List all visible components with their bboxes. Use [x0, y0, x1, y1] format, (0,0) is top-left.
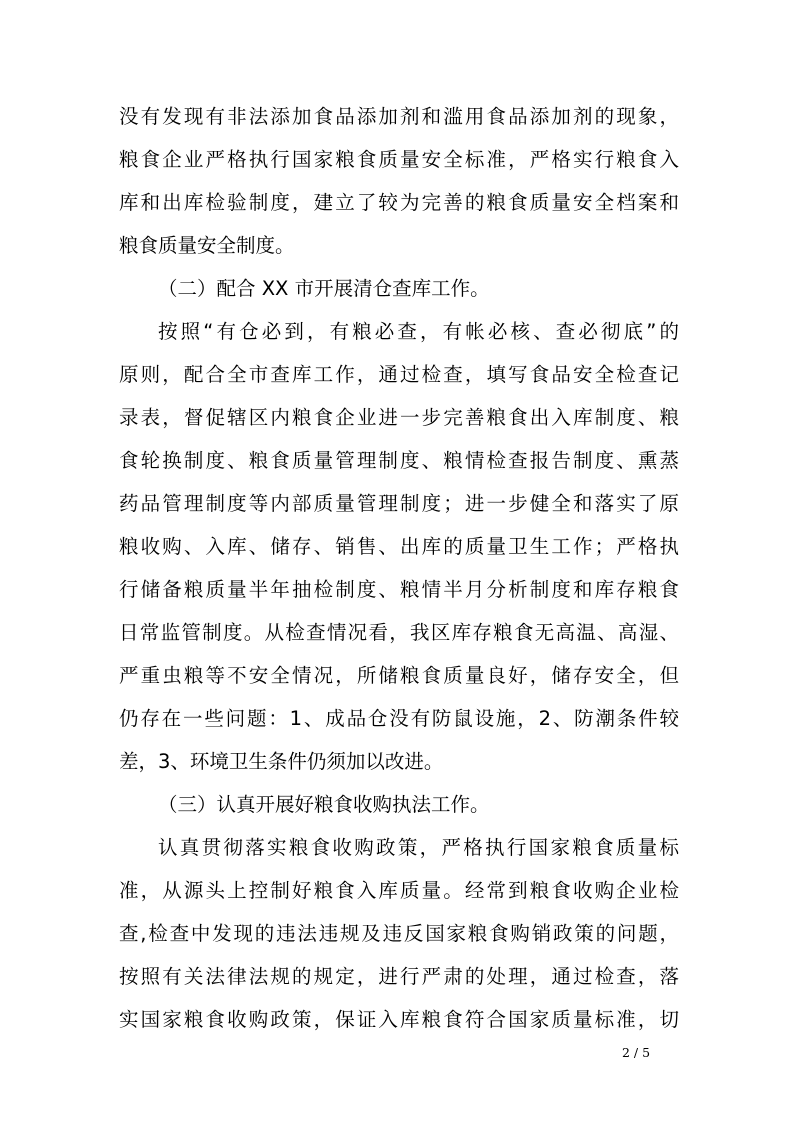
text-line: 食轮换制度、粮食质量管理制度、粮情检查报告制度、熏蒸	[119, 449, 679, 472]
text-line: 严重虫粮等不安全情况，所储粮食质量良好，储存安全，但	[119, 664, 679, 687]
text-line: 粮食企业严格执行国家粮食质量安全标准，严格实行粮食入	[119, 148, 679, 171]
text-line: 库和出库检验制度，建立了较为完善的粮食质量安全档案和	[119, 191, 679, 214]
text-line: 按照“有仓必到，有粮必查，有帐必核、查必彻底”的	[158, 320, 679, 343]
text-line: 行储备粮质量半年抽检制度、粮情半月分析制度和库存粮食	[119, 578, 679, 601]
section-heading: （二）配合 XX 市开展清仓查库工作。	[158, 277, 490, 300]
text-line: 实国家粮食收购政策，保证入库粮食符合国家质量标准，切	[119, 1008, 679, 1031]
text-line: 查,检查中发现的违法违规及违反国家粮食购销政策的问题，	[119, 922, 679, 945]
text-line: 粮食质量安全制度。	[119, 234, 295, 257]
page-number: 2 / 5	[622, 1045, 651, 1060]
text-line: 仍存在一些问题：1、成品仓没有防鼠设施，2、防潮条件较	[119, 707, 679, 730]
text-line: 认真贯彻落实粮食收购政策，严格执行国家粮食质量标	[158, 836, 679, 859]
text-line: 差，3、环境卫生条件仍须加以改进。	[119, 750, 444, 773]
text-line: 原则，配合全市查库工作，通过检查，填写食品安全检查记	[119, 363, 679, 386]
section-heading: （三）认真开展好粮食收购执法工作。	[158, 793, 490, 816]
text-line: 没有发现有非法添加食品添加剂和滥用食品添加剂的现象，	[119, 105, 679, 128]
text-line: 日常监管制度。从检查情况看，我区库存粮食无高温、高湿、	[119, 621, 679, 644]
text-line: 准，从源头上控制好粮食入库质量。经常到粮食收购企业检	[119, 879, 679, 902]
text-line: 按照有关法律法规的规定，进行严肃的处理，通过检查，落	[119, 965, 679, 988]
text-line: 录表，督促辖区内粮食企业进一步完善粮食出入库制度、粮	[119, 406, 679, 429]
text-line: 粮收购、入库、储存、销售、出库的质量卫生工作；严格执	[119, 535, 679, 558]
text-line: 药品管理制度等内部质量管理制度；进一步健全和落实了原	[119, 492, 679, 515]
